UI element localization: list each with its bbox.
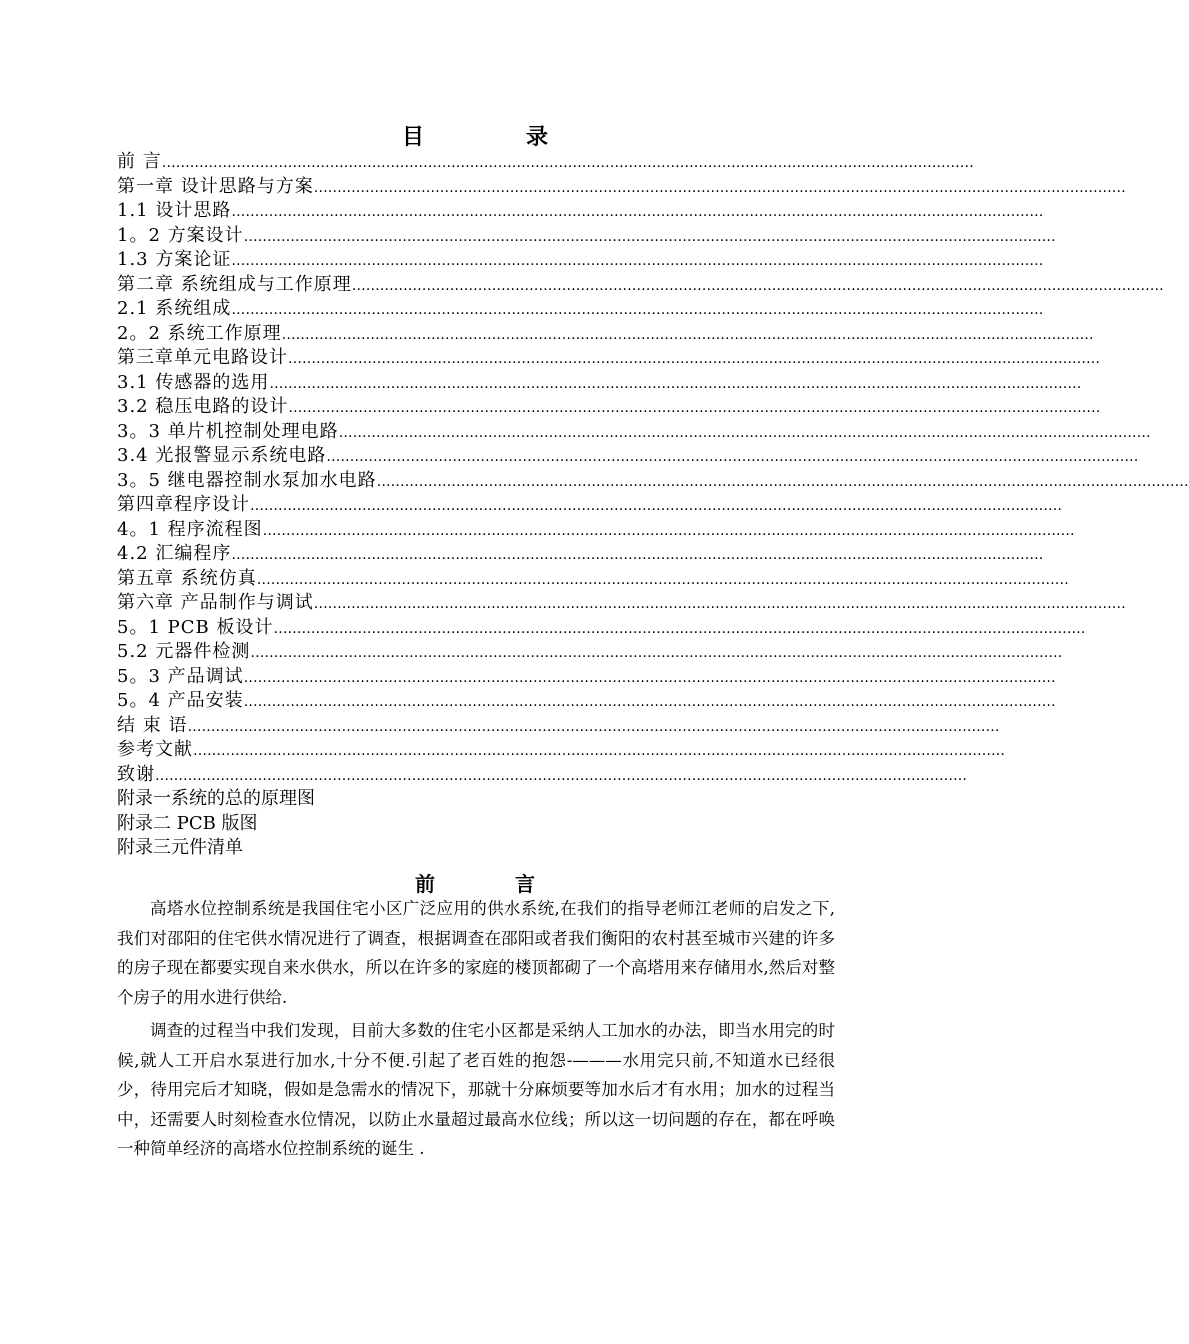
toc-entry-label: 结 束 语 — [117, 714, 188, 736]
toc-entry — [117, 273, 1164, 298]
toc-entry — [117, 591, 1126, 616]
toc-dot-leader: ………………………………………………………………………………………………………………………………………………………… — [281, 326, 1094, 343]
toc-entry — [117, 763, 967, 788]
toc-dot-leader: ………………………………………………………………………………………………………………………………………………………… — [376, 473, 1189, 490]
table-of-contents — [117, 150, 1189, 861]
toc-entry-label: 3.1 传感器的选用 — [117, 371, 270, 393]
toc-entry — [117, 714, 1000, 739]
toc-dot-leader: ………………………………………………………………………………………………………………………………………………………… — [273, 620, 1086, 637]
toc-entry — [117, 616, 1086, 641]
toc-dot-leader: ………………………………………………………………………………………………………………………………………………………… — [231, 547, 1044, 563]
toc-entry — [117, 150, 974, 175]
toc-dot-leader: ………………………………………………………………………………………………………………………………………………………… — [250, 498, 1062, 514]
toc-dot-leader: ………………………………………………………………………………………………………………………………………………………… — [243, 228, 1056, 245]
toc-dot-leader: ………………………………………………………………………………………………………………………………………………………… — [155, 767, 967, 784]
toc-entry — [117, 224, 1056, 249]
toc-entry-label: 4.2 汇编程序 — [117, 543, 232, 564]
toc-entry — [117, 665, 1056, 690]
toc-appendix: 附录二 PCB 版图 — [117, 812, 258, 834]
toc-appendix: 附录三元件清单 — [117, 837, 243, 858]
toc-entry — [117, 493, 1062, 518]
toc-dot-leader: ………………………………………………………………………………………………………………………………………………………… — [243, 694, 1056, 710]
toc-entry — [117, 371, 1082, 396]
toc-entry — [117, 346, 1100, 371]
toc-entry — [117, 297, 1044, 322]
toc-entry — [117, 175, 1126, 200]
toc-entry-label: 1.3 方案论证 — [117, 249, 232, 270]
toc-entry-label: 3。5 继电器控制水泵加水电路 — [117, 469, 377, 491]
preface-paragraph: 高塔水位控制系统是我国住宅小区广泛应用的供水系统,在我们的指导老师江老师的启发之下,我们对邵阳的住宅供水情况进行了调查，根据调查在邵阳或者我们衡阳的农村甚至城市兴建的许多的房子现在都要实现自来水供水，所以在许多的家庭的楼顶都砌了一个高塔用来存储用水,然后对整个房子的用水进行供给. — [117, 899, 835, 1007]
toc-dot-leader: ………………………………………………………………………………………………………………………………………………………… — [326, 449, 1139, 465]
toc-dot-leader: ………………………………………………………………………………………………………………………………………………………… — [250, 645, 1063, 661]
toc-entry-label: 5。4 产品安装 — [117, 690, 244, 711]
toc-entry — [117, 444, 1139, 469]
toc-entry-label: 1.1 设计思路 — [117, 200, 232, 221]
toc-dot-leader: ………………………………………………………………………………………………………………………………………………………… — [231, 204, 1044, 220]
toc-dot-leader: ………………………………………………………………………………………………………………………………………………………… — [269, 375, 1082, 392]
toc-entry-label: 第六章 产品制作与调试 — [117, 592, 314, 613]
toc-entry-label: 5。1 PCB 板设计 — [117, 616, 274, 638]
toc-dot-leader: ………………………………………………………………………………………………………………………………………………………… — [161, 155, 974, 171]
toc-entry-label: 4。1 程序流程图 — [117, 518, 263, 540]
toc-entry — [117, 322, 1094, 347]
toc-entry — [117, 567, 1069, 592]
toc-entry — [117, 640, 1063, 665]
toc-entry-label: 3.2 稳压电路的设计 — [117, 396, 289, 417]
toc-entry-label: 3。3 单片机控制处理电路 — [117, 420, 339, 442]
toc-dot-leader: ………………………………………………………………………………………………………………………………………………………… — [256, 571, 1069, 588]
toc-entry-label: 第二章 系统组成与工作原理 — [117, 273, 352, 295]
toc-dot-leader: ………………………………………………………………………………………………………………………………………………………… — [243, 669, 1056, 686]
preface-paragraph: 调查的过程当中我们发现，目前大多数的住宅小区都是采纳人工加水的办法，即当水用完的时候,就人工开启水泵进行加水,十分不便.引起了老百姓的抱怨-———水用完只前,不知道水已经很少，待用完后才知晓，假如是急需水的情况下，那就十分麻烦要等加水后才有水用；加水的过程当中，还需要人时刻检查水位情况，以防止水量超过最高水位线；所以这一切问题的存在，都在呼唤一种简单经济的高塔水位控制系统的诞生 . — [117, 1021, 835, 1158]
toc-entry-label: 第三章单元电路设计 — [117, 347, 288, 368]
toc-dot-leader: ………………………………………………………………………………………………………………………………………………………… — [187, 718, 1000, 735]
toc-dot-leader: ………………………………………………………………………………………………………………………………………………………… — [351, 277, 1164, 294]
toc-entry-label: 第五章 系统仿真 — [117, 567, 257, 589]
toc-entry-label: 1。2 方案设计 — [117, 224, 244, 246]
toc-dot-leader: ………………………………………………………………………………………………………………………………………………………… — [338, 424, 1151, 441]
toc-entry — [117, 469, 1189, 494]
toc-entry-label: 致谢 — [117, 763, 155, 785]
toc-dot-leader: ………………………………………………………………………………………………………………………………………………………… — [288, 351, 1100, 367]
toc-entry-label: 2。2 系统工作原理 — [117, 322, 282, 344]
toc-entry — [117, 248, 1044, 273]
toc-entry-label: 2.1 系统组成 — [117, 298, 232, 319]
toc-entry — [117, 518, 1075, 543]
toc-entry — [117, 738, 1005, 763]
toc-dot-leader: ………………………………………………………………………………………………………………………………………………………… — [193, 743, 1005, 759]
toc-dot-leader: ………………………………………………………………………………………………………………………………………………………… — [313, 596, 1126, 612]
toc-entry — [117, 395, 1101, 420]
toc-entry-label: 3.4 光报警显示系统电路 — [117, 445, 327, 466]
toc-dot-leader: ………………………………………………………………………………………………………………………………………………………… — [288, 400, 1101, 416]
toc-dot-leader: ………………………………………………………………………………………………………………………………………………………… — [313, 179, 1126, 196]
toc-entry — [117, 199, 1044, 224]
toc-entry-label: 第一章 设计思路与方案 — [117, 175, 314, 197]
toc-entry — [117, 420, 1151, 445]
toc-dot-leader: ………………………………………………………………………………………………………………………………………………………… — [262, 522, 1075, 539]
toc-entry — [117, 689, 1056, 714]
toc-dot-leader: ………………………………………………………………………………………………………………………………………………………… — [231, 302, 1044, 318]
toc-dot-leader: ………………………………………………………………………………………………………………………………………………………… — [231, 253, 1044, 269]
toc-entry — [117, 542, 1044, 567]
toc-entry-label: 5。3 产品调试 — [117, 665, 244, 687]
toc-entry-label: 前 言 — [117, 151, 162, 172]
toc-appendix: 附录一系统的总的原理图 — [117, 788, 315, 809]
preface-title: 前 言 — [415, 872, 565, 896]
toc-title: 目 录 — [401, 124, 588, 150]
toc-entry-label: 参考文献 — [117, 739, 193, 760]
toc-entry-label: 第四章程序设计 — [117, 494, 250, 515]
preface-body — [117, 894, 835, 1168]
toc-entry-label: 5.2 元器件检测 — [117, 641, 251, 662]
